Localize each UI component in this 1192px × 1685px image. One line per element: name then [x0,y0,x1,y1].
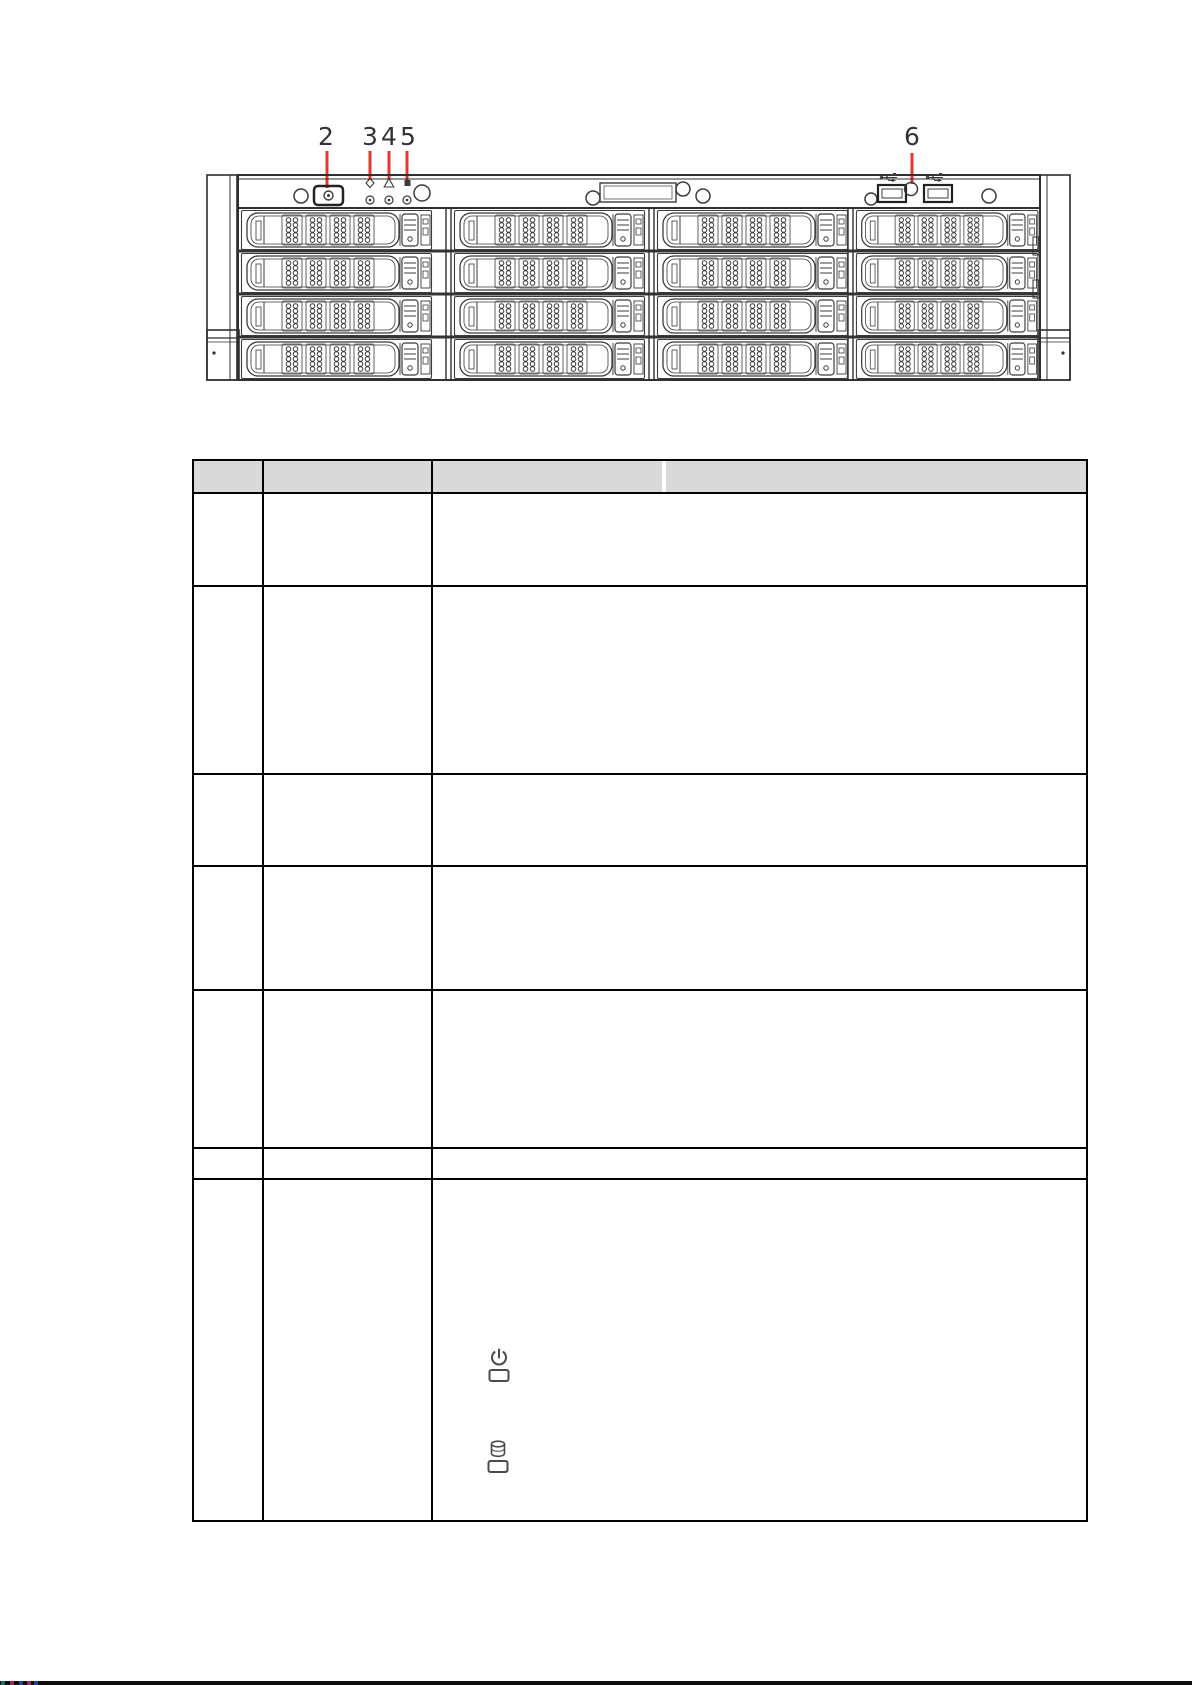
right-rack-ear [1033,175,1070,380]
status-indicator-1 [366,179,374,205]
front-panel-diagram [183,112,1073,384]
table-row [194,1178,1086,1520]
table-row [194,865,1086,989]
table-header-row [194,461,1086,492]
vga-port [586,182,690,205]
cell-no [194,1149,264,1178]
header-name [264,461,433,492]
panel-description-table [192,459,1088,1522]
cell-description [433,991,1086,1147]
cell-name [264,1149,433,1178]
cell-no [194,867,264,989]
cell-description [433,1180,1086,1520]
status-indicator-2 [384,179,394,205]
cell-no [194,587,264,773]
cell-name [264,587,433,773]
cell-description [433,775,1086,865]
table-row [194,492,1086,585]
cell-name [264,991,433,1147]
cell-no [194,775,264,865]
usb-ports [865,173,952,205]
cell-name [264,1180,433,1520]
status-indicator-3 [403,178,411,205]
edge-chip [1,1681,5,1685]
cell-no [194,991,264,1147]
callout-6: 6 [904,122,920,151]
edge-chip [34,1681,38,1685]
cell-description [433,1149,1086,1178]
callout-4: 4 [381,122,397,151]
front-panel-band [294,173,996,205]
power-status-icon [487,1347,511,1383]
cell-name [264,494,433,585]
table-row [194,1147,1086,1178]
cell-description [433,867,1086,989]
screw-hole [414,185,430,201]
table-row [194,989,1086,1147]
cell-name [264,775,433,865]
header-notch [662,461,666,492]
screw-hole [982,189,996,203]
table-row [194,585,1086,773]
window-edge-bar [0,1681,1192,1685]
left-rack-ear [207,175,239,380]
screw-hole [294,189,308,203]
edge-chip [19,1681,23,1685]
cell-no [194,1180,264,1520]
table-row [194,773,1086,865]
edge-chip [27,1681,31,1685]
callout-2: 2 [318,122,334,151]
edge-chip [10,1681,14,1685]
cell-description [433,494,1086,585]
power-button [314,186,343,205]
screw-hole [696,189,710,203]
hdd-status-icon [486,1439,510,1475]
callout-5: 5 [400,122,416,151]
cell-name [264,867,433,989]
callout-3: 3 [362,122,378,151]
header-no [194,461,264,492]
cell-description [433,587,1086,773]
cell-no [194,494,264,585]
header-description [433,461,1086,492]
